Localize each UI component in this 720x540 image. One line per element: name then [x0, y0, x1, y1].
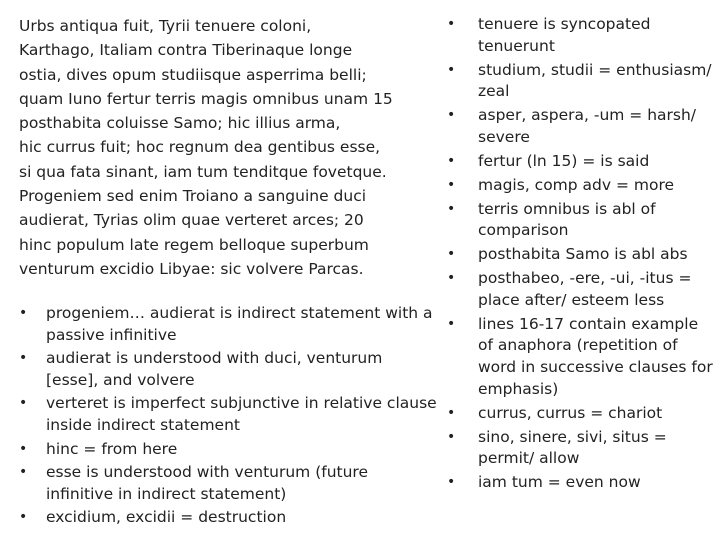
passage-line: hinc populum late regem belloque superbum: [19, 235, 369, 254]
bullet-icon: •: [19, 350, 28, 367]
bullet-icon: •: [447, 270, 456, 287]
note-text: audierat is understood with duci, venturum [esse], and volvere: [46, 349, 383, 389]
note-item: [19, 303, 439, 346]
note-item: [447, 403, 715, 425]
note-text: fertur (ln 15) = is said: [478, 151, 650, 170]
note-text: esse is understood with venturum (future infinitive in indirect statement): [46, 463, 369, 503]
bullet-icon: •: [19, 464, 28, 481]
bullet-icon: •: [447, 246, 456, 263]
passage-line: posthabita coluisse Samo; hic illius arma,: [19, 114, 341, 133]
passage-line: Progeniem sed enim Troiano a sanguine duci: [19, 187, 367, 206]
bullet-icon: •: [19, 305, 28, 321]
passage-line: hic currus fuit; hoc regnum dea gentibus esse,: [19, 138, 381, 157]
note-text: progeniem… audierat is indirect statement with a passive infinitive: [46, 304, 433, 344]
note-item: [19, 393, 439, 436]
note-item: [447, 60, 715, 103]
note-text: verteret is imperfect subjunctive in relative clause inside indirect statement: [46, 394, 437, 434]
passage-line: ostia, dives opum studiisque asperrima belli;: [19, 65, 367, 84]
bullet-icon: •: [447, 107, 456, 124]
note-text: currus, currus = chariot: [478, 403, 663, 422]
note-item: [447, 268, 715, 311]
note-text: iam tum = even now: [478, 473, 641, 492]
passage-line: si qua fata sinant, iam tum tenditque fovetque.: [19, 162, 387, 181]
bullet-icon: •: [447, 428, 456, 445]
note-text: posthabita Samo is abl abs: [478, 245, 688, 264]
note-item: [19, 439, 439, 461]
note-item: [447, 151, 715, 173]
note-text: lines 16-17 contain example of anaphora (repetition of word in successive clauses for emphasis): [478, 314, 713, 398]
note-item: [447, 105, 715, 148]
passage-line: quam Iuno fertur terris magis omnibus unam 15: [19, 89, 393, 108]
passage-line: Urbs antiqua fuit, Tyrii tenuere coloni,: [19, 17, 312, 35]
grammar-notes-left: [19, 303, 439, 531]
note-item: [447, 175, 715, 197]
note-item: [447, 427, 715, 470]
note-item: [19, 462, 439, 505]
passage-line: audierat, Tyrias olim quae verteret arces; 20: [19, 211, 364, 230]
bullet-icon: •: [447, 315, 456, 332]
note-item: [19, 507, 439, 529]
note-item: [447, 14, 715, 57]
note-item: [447, 314, 715, 400]
note-item: [447, 199, 715, 242]
note-text: terris omnibus is abl of comparison: [478, 199, 656, 240]
bullet-icon: •: [447, 404, 456, 421]
bullet-icon: •: [447, 200, 456, 217]
note-text: excidium, excidii = destruction: [46, 508, 287, 527]
note-text: tenuere is syncopated tenuerunt: [478, 15, 651, 55]
bullet-icon: •: [19, 440, 28, 457]
bullet-icon: •: [19, 509, 28, 526]
passage-line: Karthago, Italiam contra Tiberinaque longe: [19, 41, 353, 60]
vocabulary-notes-right: [447, 14, 715, 496]
bullet-icon: •: [447, 61, 456, 78]
latin-passage: [19, 14, 439, 281]
bullet-icon: •: [447, 474, 456, 491]
note-item: [447, 472, 715, 494]
bullet-icon: •: [447, 176, 456, 193]
note-text: magis, comp adv = more: [478, 175, 675, 194]
note-text: studium, studii = enthusiasm/ zeal: [478, 60, 712, 101]
note-item: [19, 348, 439, 391]
bullet-icon: •: [19, 395, 28, 412]
bullet-icon: •: [447, 152, 456, 169]
passage-line: venturum excidio Libyae: sic volvere Parcas.: [19, 259, 364, 278]
note-text: posthabeo, -ere, -ui, -itus = place after/ esteem less: [478, 269, 692, 309]
bullet-icon: •: [447, 16, 456, 32]
note-text: sino, sinere, sivi, situs = permit/ allow: [478, 427, 667, 468]
note-text: asper, aspera, -um = harsh/ severe: [478, 106, 697, 146]
note-text: hinc = from here: [46, 439, 178, 458]
note-item: [447, 244, 715, 266]
